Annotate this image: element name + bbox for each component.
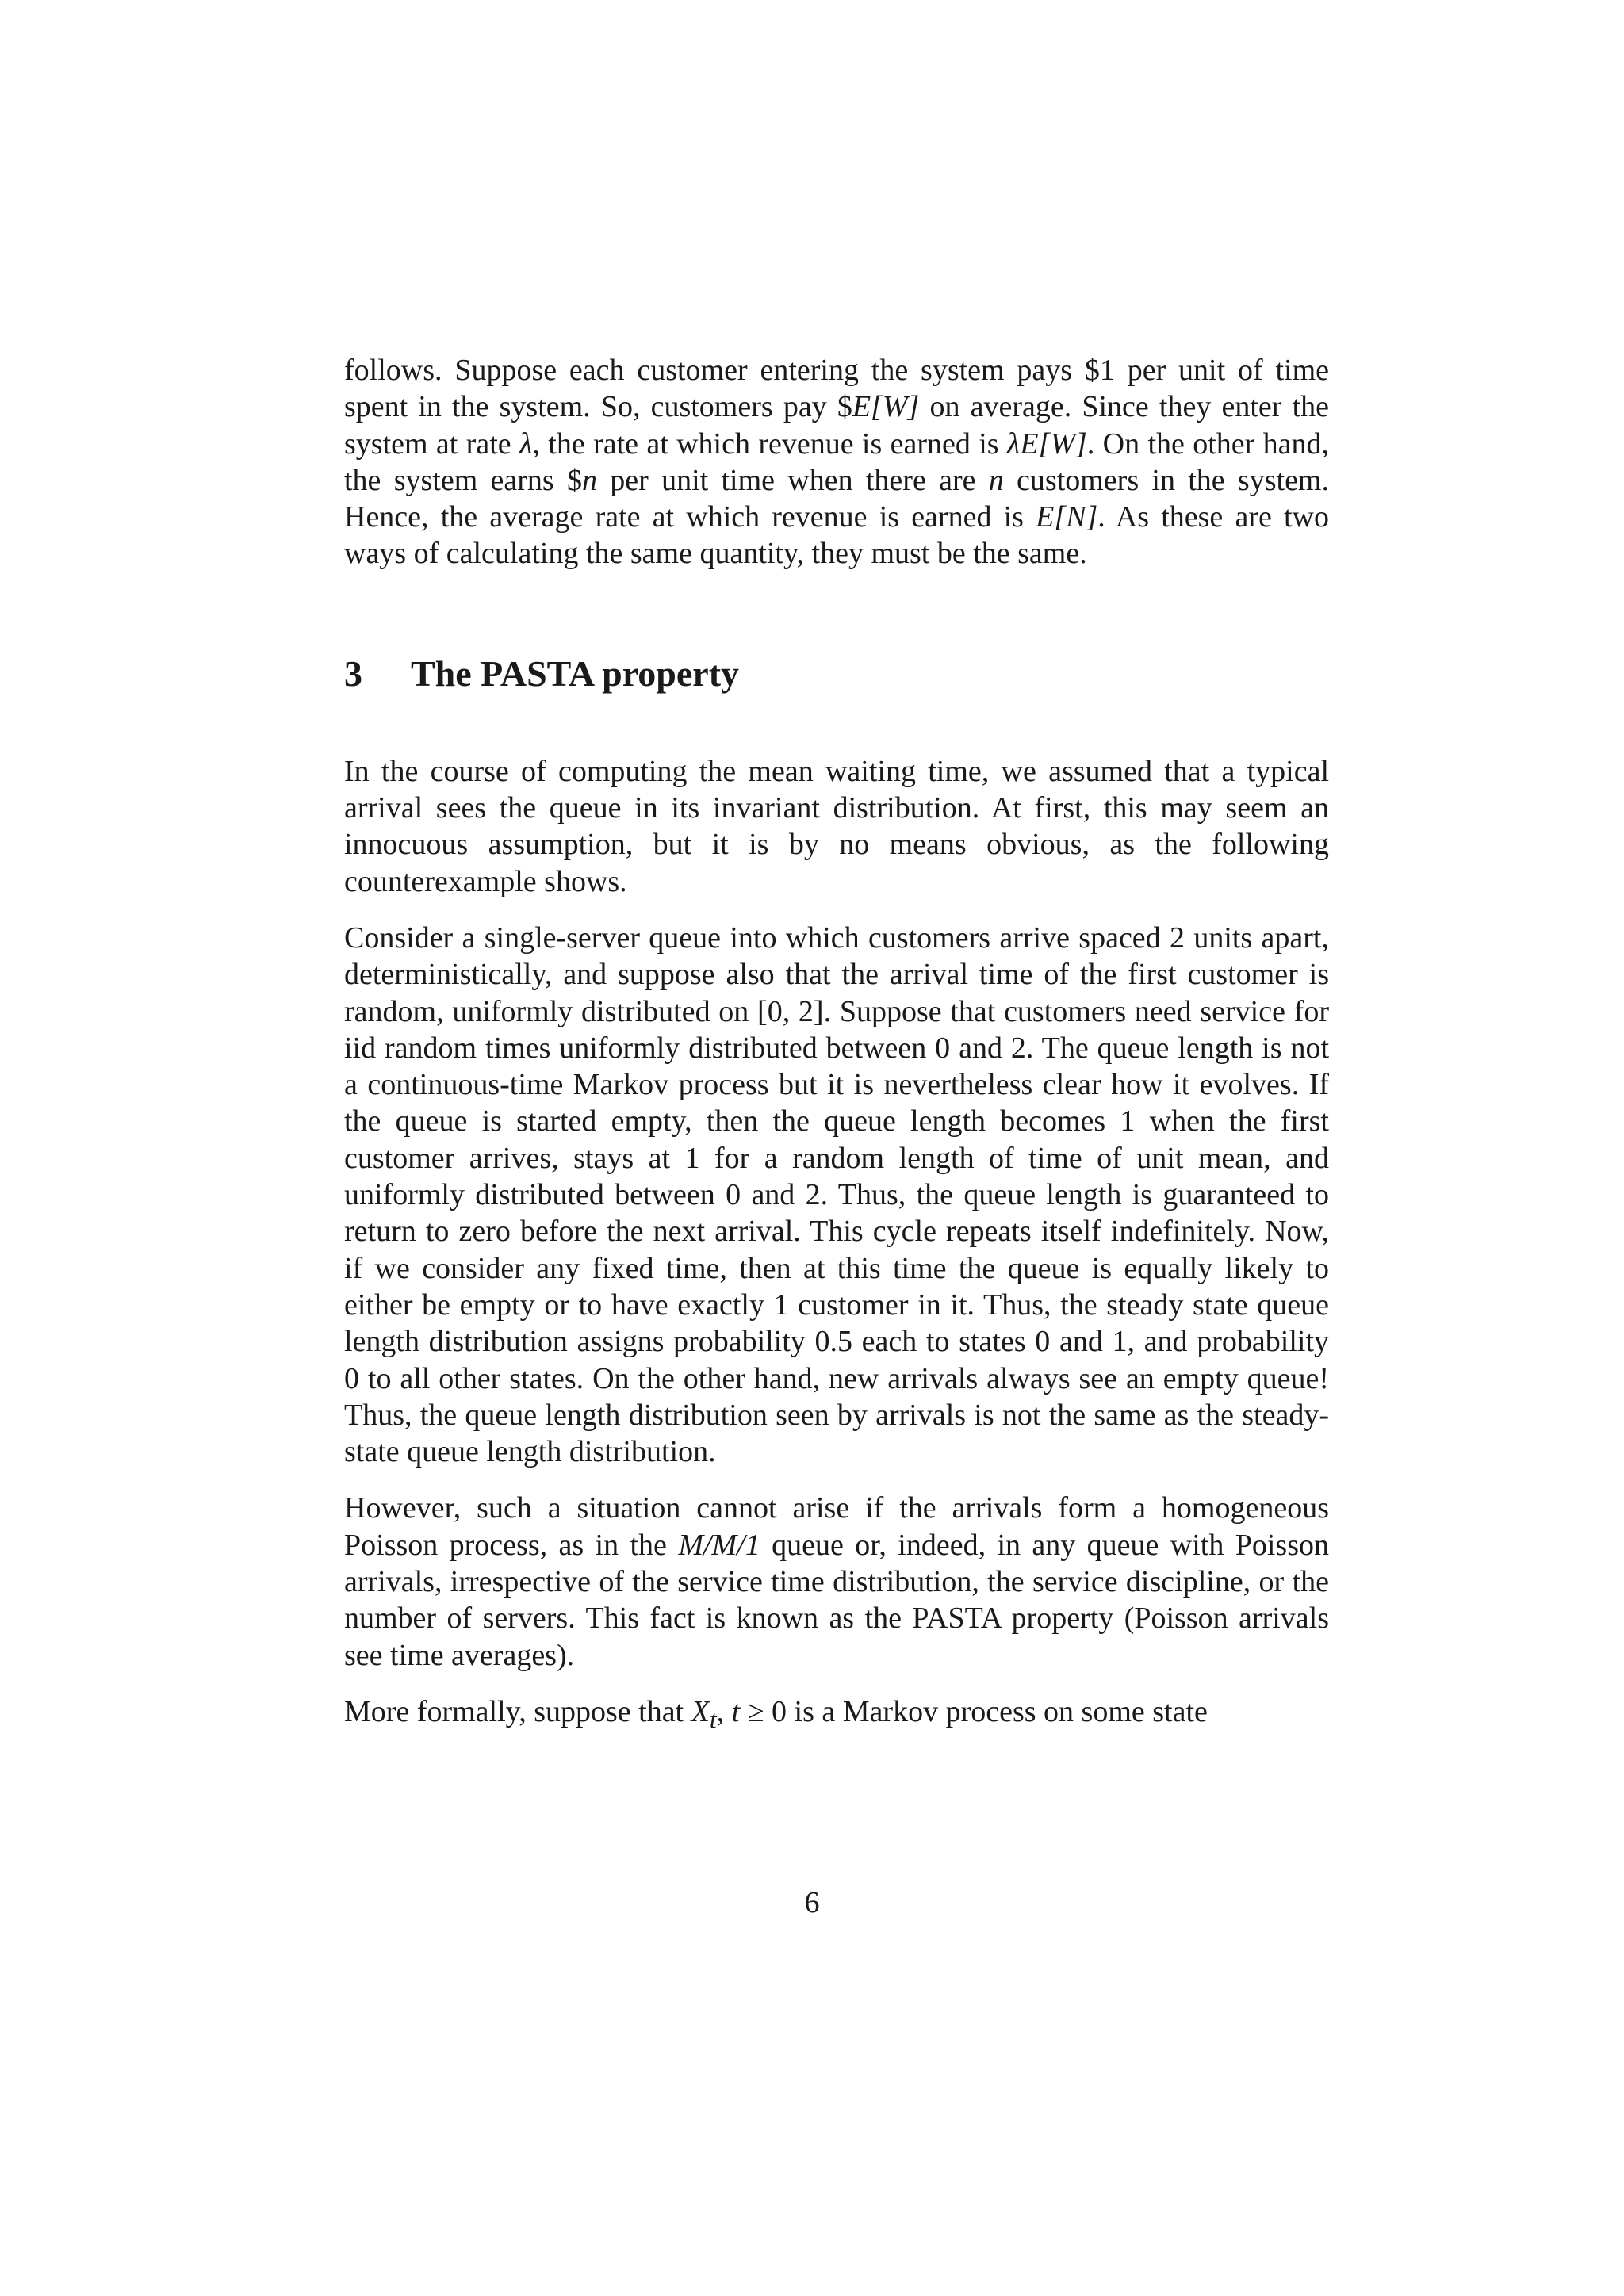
math-inline: t bbox=[731, 1694, 741, 1728]
page-content bbox=[344, 352, 1329, 1739]
text-run: ≥ 0 is a Markov process on some state bbox=[740, 1694, 1208, 1728]
text-run: customers in the system. Hence, the average rate at which revenue is earned is bbox=[344, 463, 1329, 534]
text-run: However, such a situation cannot arise if the arrivals form a homogeneous Poisson process, as in the bbox=[344, 1491, 1329, 1562]
text-run: per unit time when there are bbox=[597, 463, 989, 497]
math-inline: X bbox=[691, 1694, 710, 1728]
math-inline: n bbox=[988, 463, 1004, 497]
paragraph-assumption: In the course of computing the mean waiting time, we assumed that a typical arrival sees the queue in its invariant distribution. At first, this may seem an innocuous assumption, but it is by no means obvious, as the following counterexample shows. bbox=[344, 754, 1329, 898]
text-run: . On the other hand, the system earns $ bbox=[344, 427, 1330, 497]
intro-paragraph bbox=[344, 352, 1329, 572]
text-run: follows. Suppose each customer entering the system pays $1 per unit of time spent in the system. So, customers pay $ bbox=[344, 354, 1329, 424]
paragraph-poisson bbox=[344, 1490, 1329, 1673]
math-inline: n bbox=[582, 463, 597, 497]
math-inline: E[W] bbox=[852, 390, 920, 424]
math-subscript: t bbox=[709, 1705, 717, 1734]
text-run: , bbox=[716, 1694, 732, 1728]
math-inline: M/M/1 bbox=[678, 1528, 760, 1562]
text-run: queue or, indeed, in any queue with Poisson arrivals, irrespective of the service time distribution, the service discipline, or the number of servers. This fact is known as the PASTA property (Poisson arrivals see time averages). bbox=[344, 1528, 1329, 1672]
section-title: The PASTA property bbox=[411, 652, 740, 694]
paragraph-counterexample: Consider a single-server queue into which customers arrive spaced 2 units apart, deterministically, and suppose also that the arrival time of the first customer is random, uniformly distributed on [0, 2]. Suppose that customers need service for iid random times uniformly distributed between 0 and 2. The queue length is not a continuous-time Markov process but it is nevertheless clear how it evolves. If the queue is started empty, then the queue length becomes 1 when the first customer arrives, stays at 1 for a random length of time of unit mean, and uniformly distributed between 0 and 2. Thus, the queue length is guaranteed to return to zero before the next arrival. This cycle repeats itself indefinitely. Now, if we consider any fixed time, then at this time the queue is equally likely to either be empty or to have exactly 1 customer in it. Thus, the steady state queue length distribution assigns probability 0.5 each to states 0 and 1, and probability 0 to all other states. On the other hand, new arrivals always see an empty queue! Thus, the queue length distribution seen by arrivals is not the same as the steady-state queue length distribution. bbox=[344, 920, 1329, 1469]
text-run: More formally, suppose that bbox=[344, 1694, 691, 1728]
text-run: , the rate at which revenue is earned is bbox=[532, 427, 1007, 461]
section-body bbox=[344, 753, 1329, 1739]
text-run: . As these are two ways of calculating the same quantity, they must be the same. bbox=[344, 500, 1330, 571]
math-inline: λ bbox=[519, 427, 533, 461]
page-number: 6 bbox=[804, 1886, 820, 1919]
section-heading bbox=[344, 650, 1329, 698]
section-number: 3 bbox=[344, 652, 362, 694]
paragraph-formal bbox=[344, 1693, 1329, 1739]
math-inline: λE[W] bbox=[1006, 427, 1087, 461]
text-run: on average. Since they enter the system at rate bbox=[344, 390, 1329, 461]
math-inline: E[N] bbox=[1036, 500, 1098, 534]
